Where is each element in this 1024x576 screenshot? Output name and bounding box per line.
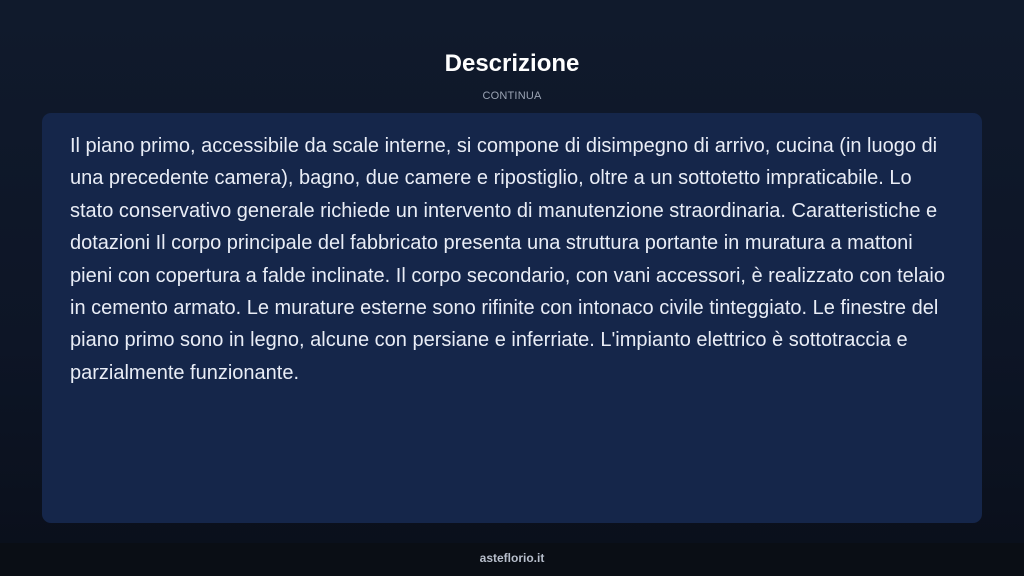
footer-bar bbox=[0, 543, 1024, 576]
page-title: Descrizione bbox=[444, 50, 580, 77]
site-name: asteflorio.it bbox=[479, 551, 545, 565]
description-card bbox=[42, 113, 982, 523]
page-header bbox=[0, 48, 1024, 103]
continue-label: CONTINUA bbox=[482, 90, 542, 102]
description-text: Il piano primo, accessibile da scale interne, si compone di disimpegno di arrivo, cucina (in luogo di una precedente camera), bagno, due camere e ripostiglio, oltre a un sottotetto impraticabile. Lo stato conservativo generale richiede un intervento di manutenzione straordinaria. Caratteristiche e dotazioni Il corpo principale del fabbricato presenta una struttura portante in muratura a mattoni pieni con copertura a falde inclinate. Il corpo secondario, con vani accessori, è realizzato con telaio in cemento armato. Le murature esterne sono rifinite con intonaco civile tinteggiato. Le finestre del piano primo sono in legno, alcune con persiane e inferriate. L'impianto elettrico è sottotraccia e parzialmente funzionante. bbox=[70, 135, 945, 384]
